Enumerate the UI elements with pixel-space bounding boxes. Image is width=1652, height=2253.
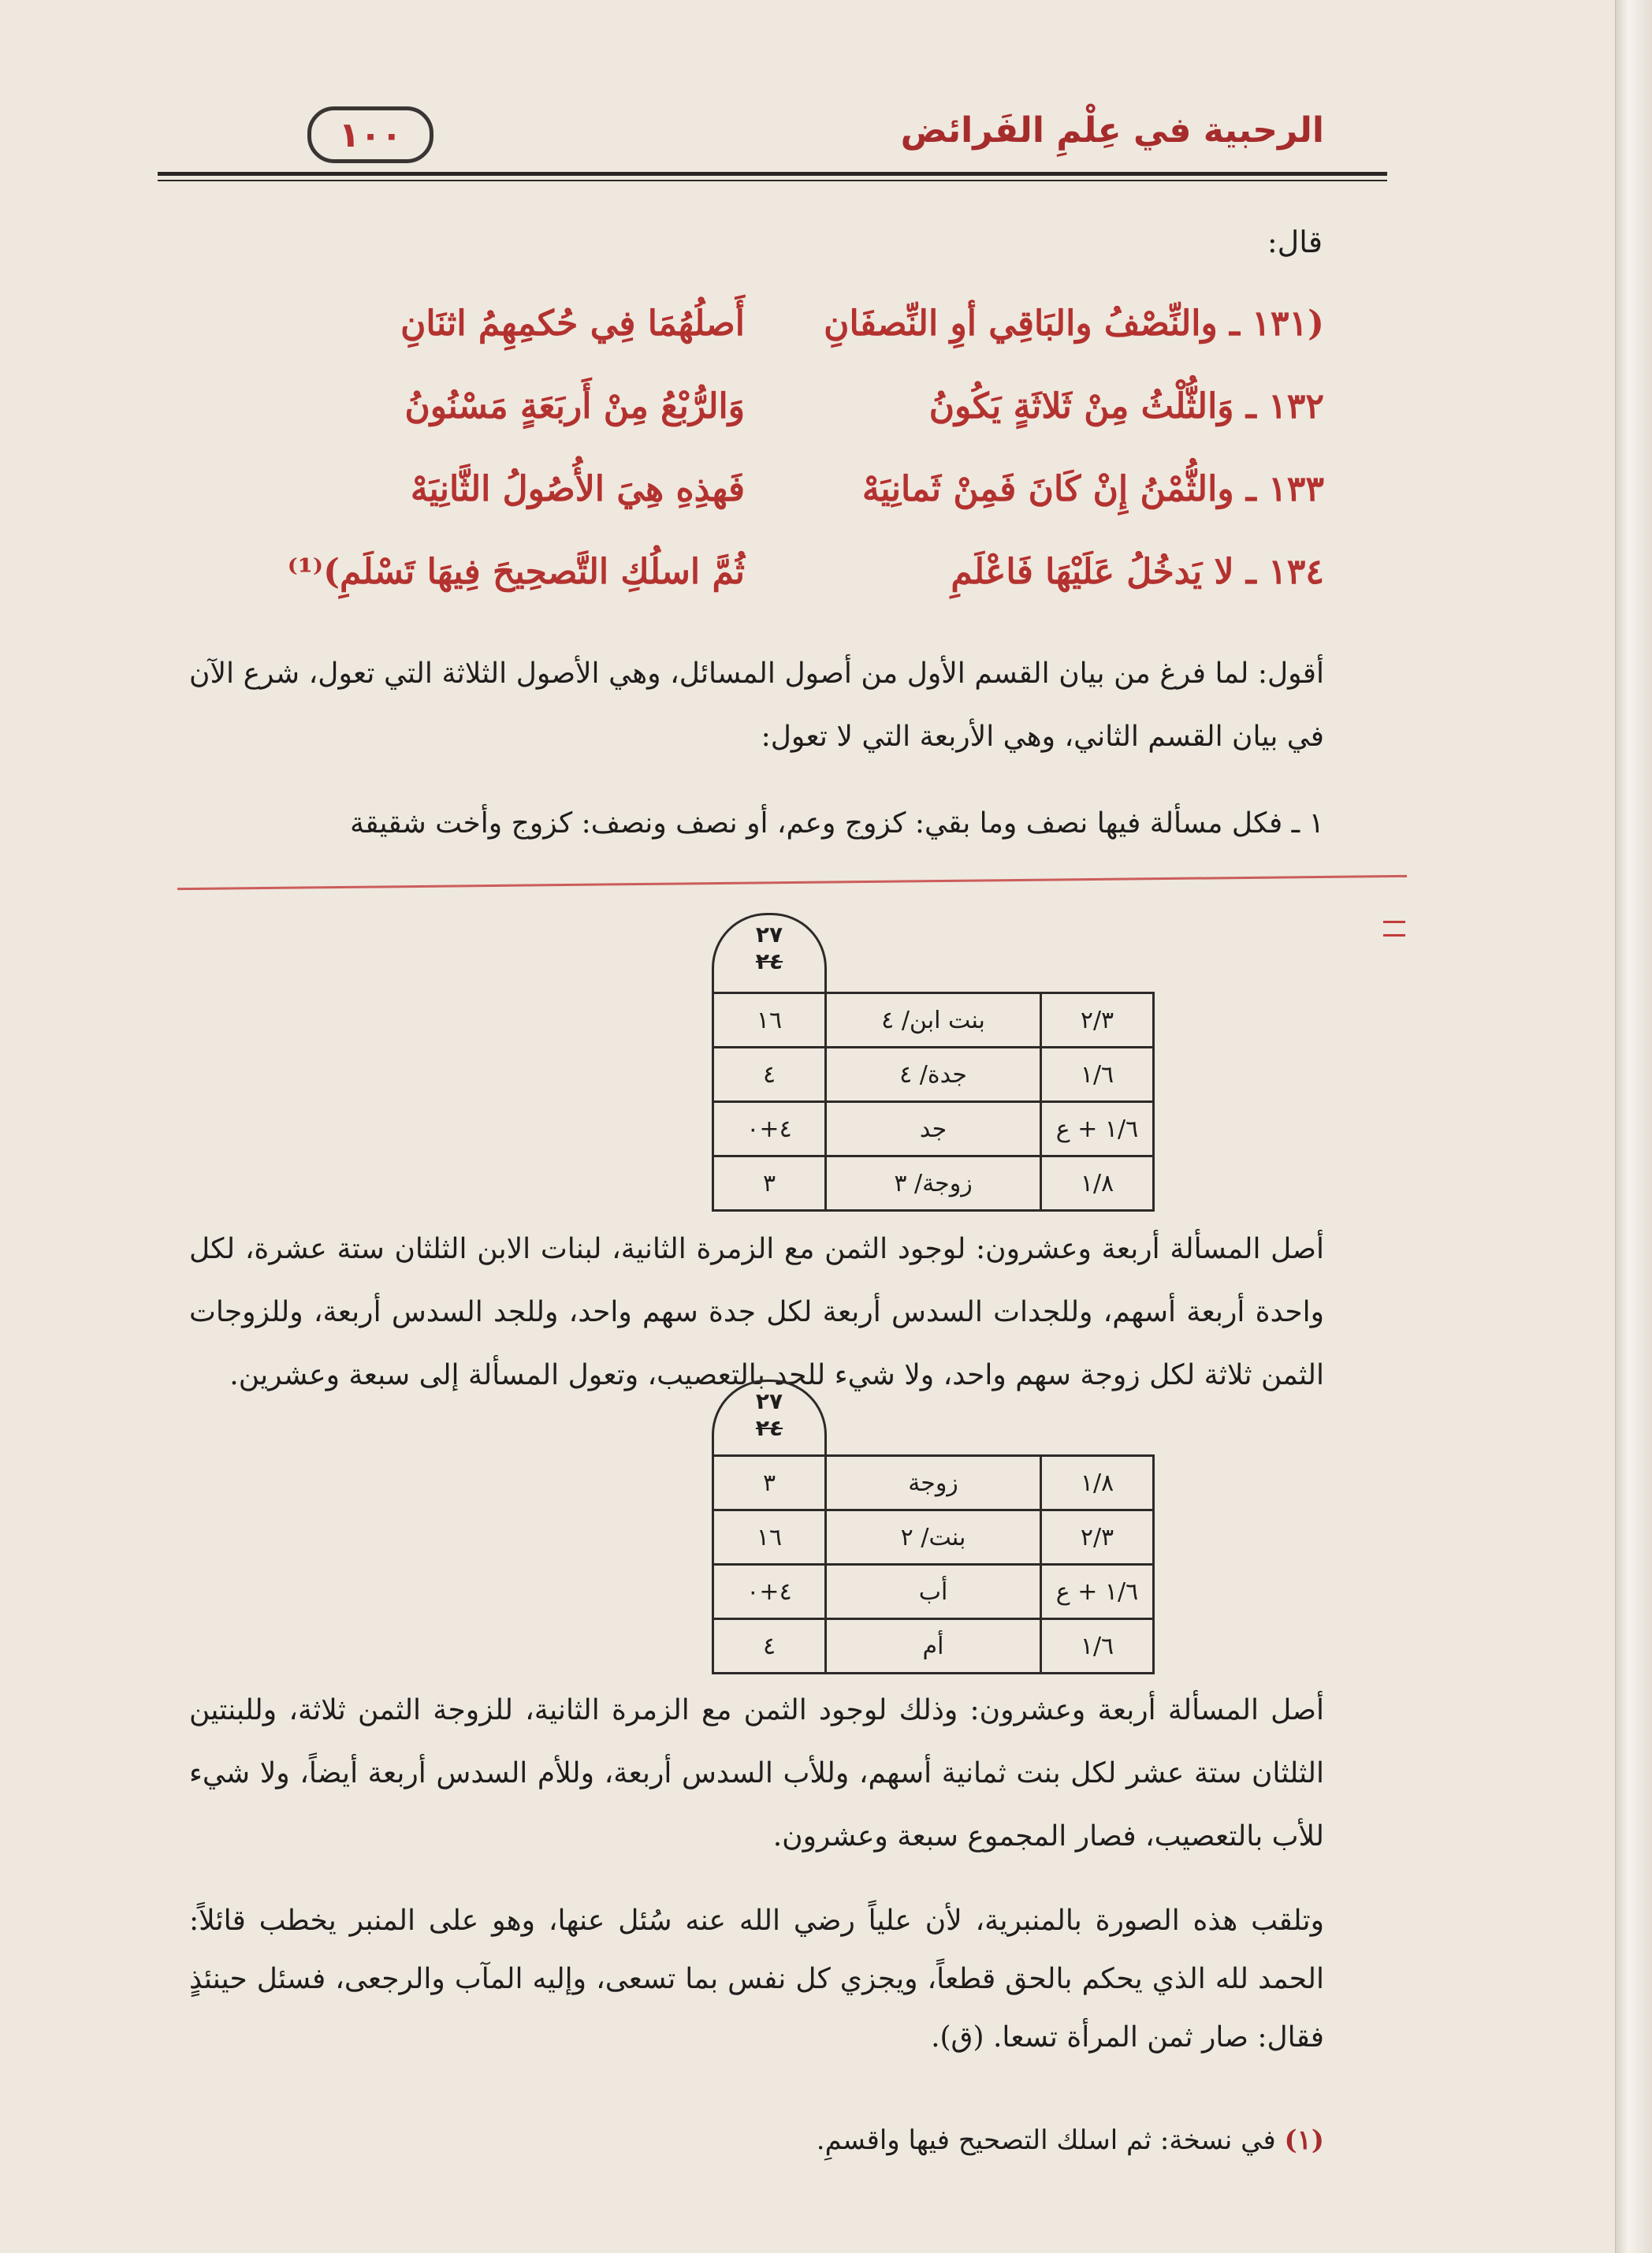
table2-base-dome — [712, 1380, 827, 1461]
table2-heir: بنت/ ٢ — [826, 1510, 1041, 1565]
table-row — [713, 1456, 1154, 1510]
table2-frac: ١/٦ — [1041, 1619, 1154, 1674]
table1 — [712, 992, 1155, 1212]
running-title: الرحبية في عِلْمِ الفَرائض — [900, 110, 1324, 151]
table1-frac: ١/٦ + ع — [1041, 1102, 1154, 1156]
header-rule-thin — [158, 180, 1387, 181]
table1-awl-number: ٢٧ — [755, 922, 783, 948]
table-row — [713, 1565, 1154, 1619]
table1-heir: جدة/ ٤ — [826, 1048, 1041, 1102]
table-row — [713, 1619, 1154, 1674]
table1-share: ١٦ — [713, 993, 826, 1048]
table1-base-number: ٢٤ — [755, 948, 783, 974]
verse-131-first: (١٣١ ـ والنِّصْفُ والبَاقِي أوِ النِّصفَانِ — [824, 304, 1324, 344]
table-row — [713, 1156, 1154, 1211]
verse-133-first: ١٣٣ ـ والثُّمْنُ إِنْ كَانَ فَمِنْ ثَمانِيَهْ — [861, 469, 1324, 509]
header-rule — [158, 172, 1387, 176]
footnote — [205, 2125, 1324, 2156]
table-row — [713, 1102, 1154, 1156]
verse-131-second: أَصلُهُمَا فِي حُكمِهِمُ اثنَانِ — [400, 304, 745, 344]
table2-share: ٤ — [713, 1619, 826, 1674]
footnote-text: في نسخة: ثم اسلك التصحيح فيها واقسمِ. — [816, 2125, 1276, 2156]
page-edge — [1615, 0, 1652, 2253]
table1-heir: بنت ابن/ ٤ — [826, 993, 1041, 1048]
table2-share: ٤+٠ — [713, 1565, 826, 1619]
red-equals-mark — [1383, 921, 1405, 937]
footnote-marker: (١) — [1284, 2125, 1324, 2156]
table2-heir: زوجة — [826, 1456, 1041, 1510]
table1-heir: زوجة/ ٣ — [826, 1156, 1041, 1211]
paragraph-rule-1: ١ ـ فكل مسألة فيها نصف وما بقي: كزوج وعم، أو نصف ونصف: كزوج وأخت شقيقة — [349, 807, 1324, 840]
table1-frac: ١/٨ — [1041, 1156, 1154, 1211]
verse-134-first: ١٣٤ ـ لا يَدخُلُ عَلَيْهَا فَاعْلَمِ — [951, 552, 1324, 592]
verse-132-first: ١٣٢ ـ وَالثُّلْثُ مِنْ ثَلاثَةٍ يَكُونُ — [928, 386, 1324, 426]
table2 — [712, 1454, 1155, 1674]
table2-base-number: ٢٤ — [755, 1415, 783, 1441]
paragraph-aqulu: أقول: لما فرغ من بيان القسم الأول من أصول المسائل، وهي الأصول الثلاثة التي تعول، شرع الآن في بيان القسم الثاني، وهي الأربعة التي لا تعول: — [189, 657, 1324, 753]
paragraph-table1-explanation: أصل المسألة أربعة وعشرون: لوجود الثمن مع الزمرة الثانية، لبنات الابن الثلثان ستة عشرة، لكل واحدة أربعة أسهم، وللجدات السدس أربعة لكل جدة سهم واحد، وللجد السدس أربعة، وللزوجات الثمن ثلاثة لكل زوجة سهم واحد، ولا شيء للجد بالتعصيب، وتعول المسألة إلى سبعة وعشرين. — [189, 1233, 1324, 1391]
verse-133-second: فَهذِهِ هِيَ الأُصُولُ الثَّانِيَهْ — [410, 469, 745, 509]
paragraph-minbariyya: وتلقب هذه الصورة بالمنبرية، لأن علياً رضي الله عنه سُئل عنها، وهو على المنبر يخطب قائلاً: الحمد لله الذي يحكم بالحق قطعاً، ويجزي كل نفس بما تسعى، وإليه المآب والرجعى، فسئل حينئذٍ فقال: صار ثمن المرأة تسعا. (ق). — [189, 1905, 1324, 2054]
qala-label: قال: — [1267, 225, 1323, 259]
table1-share: ٤+٠ — [713, 1102, 826, 1156]
red-underline-mark — [177, 875, 1407, 890]
table2-share: ١٦ — [713, 1510, 826, 1565]
table-row — [713, 1510, 1154, 1565]
table2-frac: ٢/٣ — [1041, 1510, 1154, 1565]
table1-base-dome — [712, 913, 827, 994]
table1-heir: جد — [826, 1102, 1041, 1156]
table2-frac: ١/٨ — [1041, 1456, 1154, 1510]
table2-heir: أم — [826, 1619, 1041, 1674]
page-number: ١٠٠ — [307, 106, 433, 163]
table2-share: ٣ — [713, 1456, 826, 1510]
verse-132-second: وَالرُّبْعُ مِنْ أَربَعَةٍ مَسْنُونُ — [404, 386, 745, 426]
table-row — [713, 993, 1154, 1048]
verse-134-second: ثُمَّ اسلُكِ التَّصحِيحَ فِيهَا تَسْلَمِ)⁽¹⁾ — [287, 552, 745, 592]
table1-share: ٤ — [713, 1048, 826, 1102]
table2-heir: أب — [826, 1565, 1041, 1619]
table1-share: ٣ — [713, 1156, 826, 1211]
table1-frac: ١/٦ — [1041, 1048, 1154, 1102]
table2-frac: ١/٦ + ع — [1041, 1565, 1154, 1619]
table1-frac: ٢/٣ — [1041, 993, 1154, 1048]
table2-awl-number: ٢٧ — [755, 1388, 783, 1414]
table-row — [713, 1048, 1154, 1102]
paragraph-table2-explanation: أصل المسألة أربعة وعشرون: وذلك لوجود الثمن مع الزمرة الثانية، للزوجة الثمن ثلاثة، وللبنتين الثلثان ستة عشر لكل بنت ثمانية أسهم، وللأب السدس أربعة، وللأم السدس أربعة أيضاً، ولا شيء للأب بالتعصيب، فصار المجموع سبعة وعشرون. — [189, 1694, 1324, 1853]
